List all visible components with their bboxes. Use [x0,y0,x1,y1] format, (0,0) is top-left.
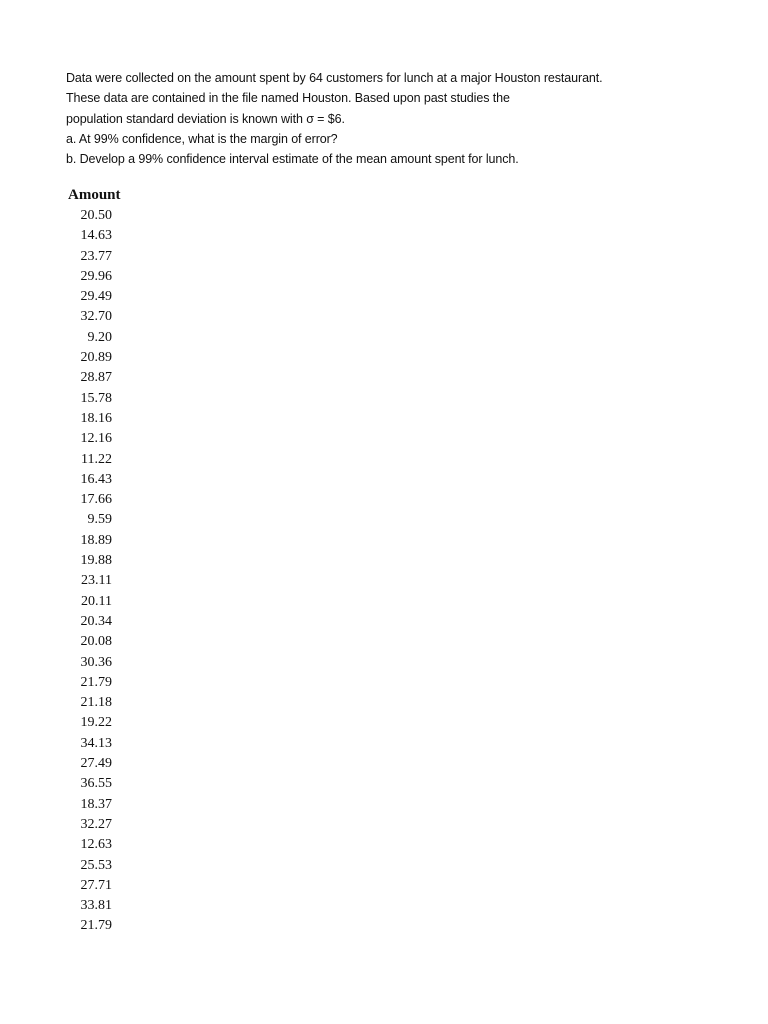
table-row: 20.11 [81,593,112,609]
problem-statement [66,68,726,169]
table-row: 14.63 [80,228,112,244]
table-row: 12.63 [80,837,112,853]
problem-line: These data are contained in the file named Houston. Based upon past studies the [66,91,510,106]
table-row: 20.34 [80,613,112,629]
table-row: 20.89 [80,350,112,366]
table-row: 16.43 [80,471,112,487]
table-row: 9.59 [87,512,112,528]
table-row: 11.22 [81,451,112,467]
table-row: 27.49 [80,756,112,772]
table-row: 17.66 [80,492,112,508]
table-row: 21.18 [80,695,112,711]
table-row: 9.20 [87,329,112,345]
table-row: 18.89 [80,532,112,548]
question-b: b. Develop a 99% confidence interval estimate of the mean amount spent for lunch. [66,152,519,167]
table-row: 32.70 [80,309,112,325]
amount-data-table [68,185,121,937]
problem-line: Data were collected on the amount spent by 64 customers for lunch at a major Houston restaurant. [66,71,603,85]
table-row: 29.96 [80,268,112,284]
table-row: 30.36 [80,654,112,670]
table-row: 32.27 [80,816,112,832]
table-row: 18.37 [80,796,112,812]
column-header-amount: Amount [68,187,121,203]
table-row: 27.71 [80,877,112,893]
table-row: 19.88 [80,553,112,569]
table-row: 36.55 [80,776,112,792]
table-row: 12.16 [80,431,112,447]
table-row: 20.50 [80,208,112,223]
table-row: 23.11 [81,573,112,589]
table-row: 21.79 [80,918,112,934]
table-row: 15.78 [80,390,112,406]
table-row: 19.22 [80,715,112,731]
problem-line: population standard deviation is known with σ = $6. [66,111,345,126]
table-row: 29.49 [80,289,112,305]
table-row: 33.81 [80,898,112,914]
table-row: 18.16 [80,410,112,426]
amount-values-list [68,206,121,937]
table-row: 23.77 [80,248,112,264]
table-row: 34.13 [80,735,112,751]
table-row: 25.53 [80,857,112,873]
table-row: 21.79 [80,674,112,690]
table-row: 20.08 [80,634,112,650]
question-a: a. At 99% confidence, what is the margin of error? [66,131,338,146]
table-row: 28.87 [80,370,112,386]
